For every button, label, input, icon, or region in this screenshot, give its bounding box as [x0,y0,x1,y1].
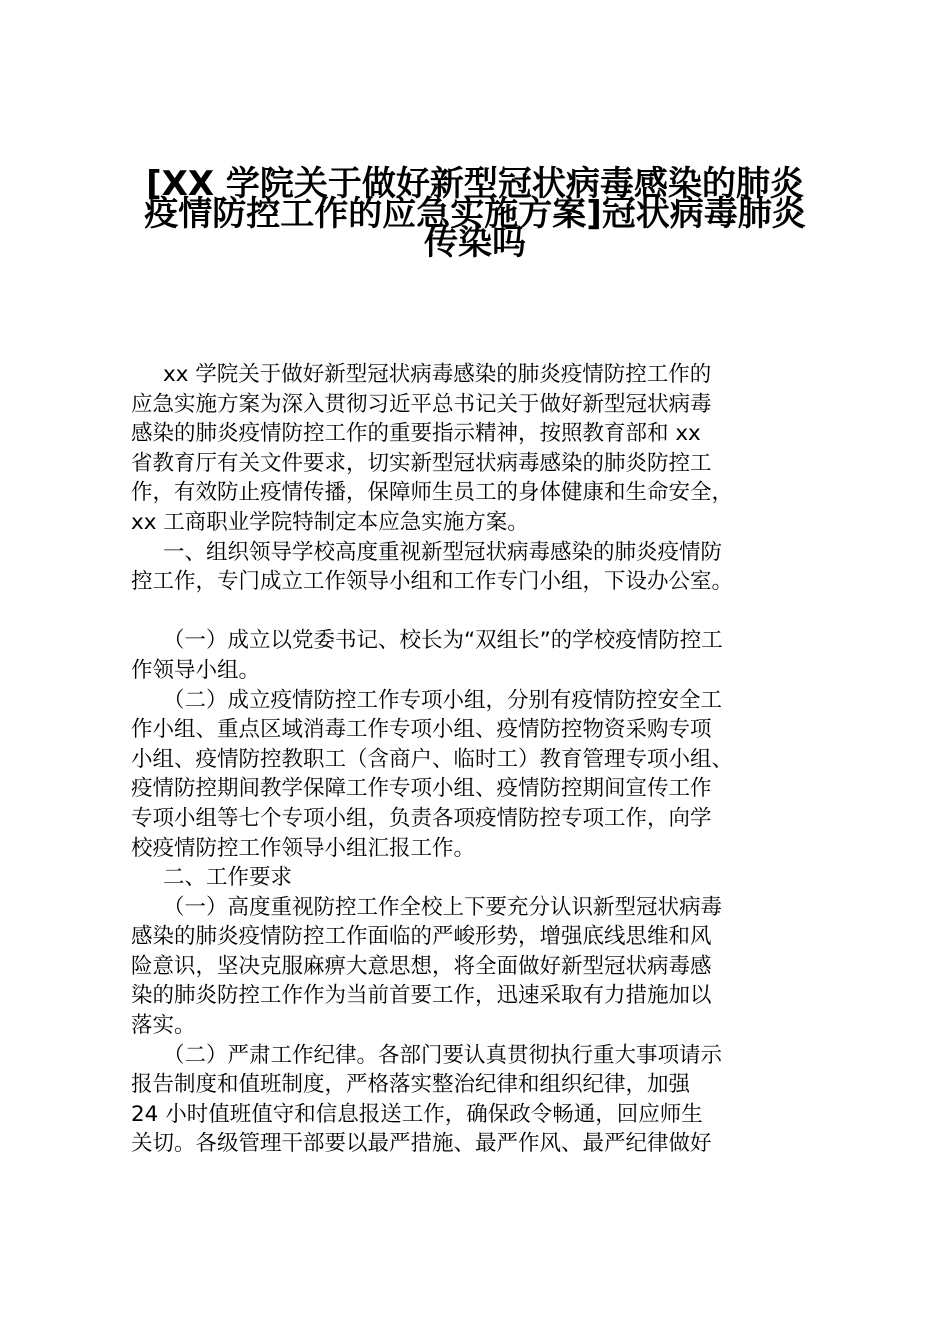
document-body [131,360,831,1159]
body-line: 校疫情防控工作领导小组汇报工作。 [131,835,476,861]
title-line: [XX 学院关于做好新型冠状病毒感染的肺炎 [146,164,804,204]
body-line: （一）高度重视防控工作全校上下要充分认识新型冠状病毒 [163,894,723,920]
title-line: 传染吗 [424,223,526,264]
body-line: （一）成立以党委书记、校长为“双组长”的学校疫情防控工 [163,628,723,654]
title-line: 疫情防控工作的应急实施方案]冠状病毒肺炎 [144,193,806,234]
body-line: 疫情防控期间教学保障工作专项小组、疫情防控期间宣传工作 [131,776,712,802]
body-line: 省教育厅有关文件要求，切实新型冠状病毒感染的肺炎防控工 [131,450,712,476]
body-line: 关切。各级管理干部要以最严措施、最严作风、最严纪律做好 [131,1131,712,1157]
body-line: 报告制度和值班制度，严格落实整治纪律和组织纪律，加强 [131,1072,691,1098]
body-line: 险意识，坚决克服麻痹大意思想，将全面做好新型冠状病毒感 [131,953,712,979]
document-title [120,152,830,264]
body-line: 24 小时值班值守和信息报送工作，确保政令畅通，回应师生 [131,1101,703,1127]
body-line: 作领导小组。 [131,657,261,683]
body-line: （二）严肃工作纪律。各部门要认真贯彻执行重大事项请示 [163,1042,723,1068]
body-line: 应急实施方案为深入贯彻习近平总书记关于做好新型冠状病毒 [131,391,712,417]
body-line: 专项小组等七个专项小组，负责各项疫情防控专项工作，向学 [131,805,712,831]
body-line: xx 学院关于做好新型冠状病毒感染的肺炎疫情防控工作的 [163,362,712,387]
body-line: （二）成立疫情防控工作专项小组，分别有疫情防控安全工 [163,687,723,713]
body-line: 作小组、重点区域消毒工作专项小组、疫情防控物资采购专项 [131,717,712,743]
paragraph-gap [131,597,831,627]
body-line: xx 工商职业学院特制定本应急实施方案。 [131,509,529,535]
body-line: 控工作，专门成立工作领导小组和工作专门小组，下设办公室。 [131,569,734,595]
body-line: 落实。 [131,1013,196,1039]
section-heading: 二、工作要求 [163,865,293,891]
body-line: 作，有效防止疫情传播，保障师生员工的身体健康和生命安全， [131,480,734,506]
body-line: 感染的肺炎疫情防控工作面临的严峻形势，增强底线思维和风 [131,924,712,950]
body-line: 感染的肺炎疫情防控工作的重要指示精神，按照教育部和 xx [131,421,701,447]
body-line: 小组、疫情防控教职工（含商户、临时工）教育管理专项小组、 [131,746,734,772]
body-line: 染的肺炎防控工作作为当前首要工作，迅速采取有力措施加以 [131,983,712,1009]
body-line: 一、组织领导学校高度重视新型冠状病毒感染的肺炎疫情防 [163,539,723,565]
